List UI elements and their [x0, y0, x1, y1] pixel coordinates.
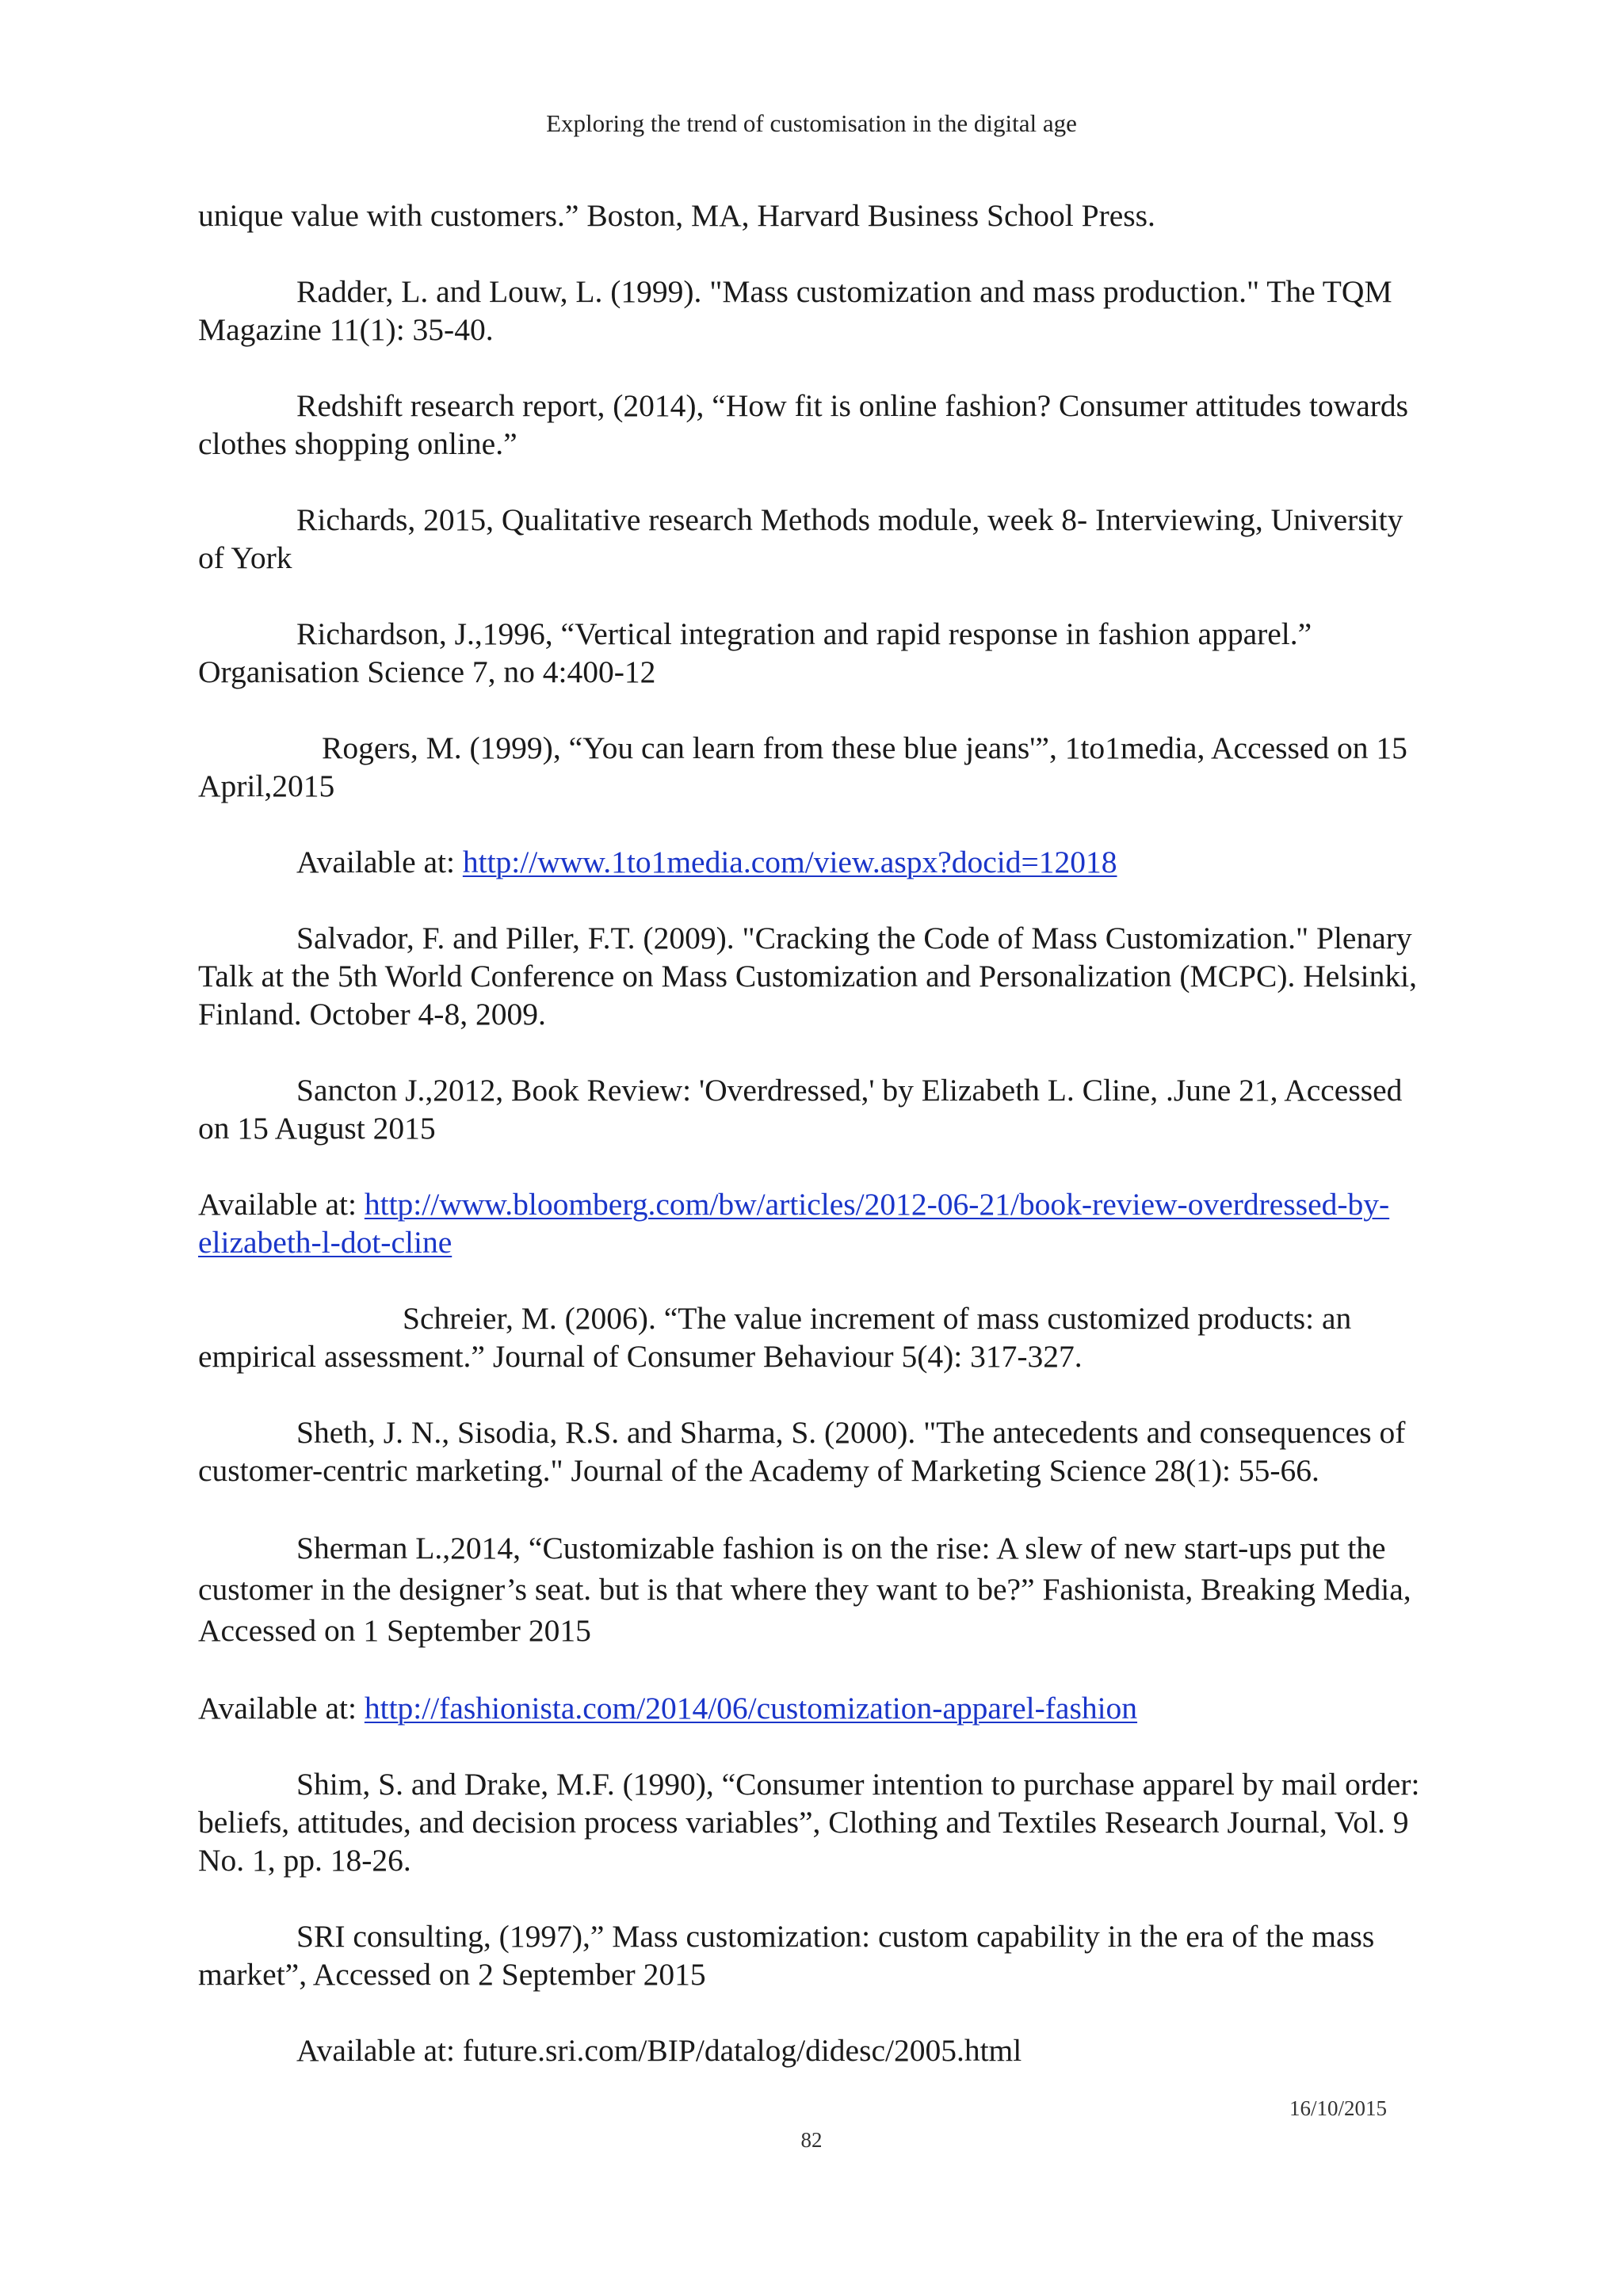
reference-richards: Richards, 2015, Qualitative research Methods module, week 8- Interviewing, University of York — [198, 502, 1403, 575]
reference-radder: Radder, L. and Louw, L. (1999). "Mass customization and mass production." The TQM Magazine 11(1): 35-40. — [198, 274, 1392, 347]
reference-sherman: Sherman L.,2014, “Customizable fashion is on the rise: A slew of new start-ups put the customer in the designer’s seat. but is that where they want to be?” Fashionista, Breaking Media, Accessed on 1 September 2015 — [198, 1531, 1411, 1648]
reference-sancton: Sancton J.,2012, Book Review: 'Overdressed,' by Elizabeth L. Cline, .June 21, Accessed on 15 August 2015 — [198, 1073, 1403, 1146]
running-header: Exploring the trend of customisation in the digital age — [546, 109, 1077, 137]
available-at-rogers — [198, 843, 1434, 881]
reference-rogers: Rogers, M. (1999), “You can learn from these blue jeans'”, 1to1media, Accessed on 15 April,2015 — [198, 730, 1407, 803]
reference-redshift: Redshift research report, (2014), “How fit is online fashion? Consumer attitudes towards clothes shopping online.” — [198, 388, 1409, 461]
available-at-sherman — [198, 1689, 1434, 1727]
reference-continuation: unique value with customers.” Boston, MA, Harvard Business School Press. — [198, 198, 1155, 233]
footer-date: 16/10/2015 — [1289, 2096, 1387, 2120]
reference-sri: SRI consulting, (1997),” Mass customization: custom capability in the era of the mass market”, Accessed on 2 September 2015 — [198, 1919, 1375, 1992]
link-fashionista[interactable]: http://fashionista.com/2014/06/customization-apparel-fashion — [364, 1691, 1138, 1726]
link-bloomberg[interactable]: http://www.bloomberg.com/bw/articles/2012-06-21/book-review-overdressed-by-elizabeth-l-dot-cline — [198, 1187, 1390, 1260]
page-number: 82 — [800, 2128, 823, 2152]
available-at-label: Available at: — [198, 1691, 365, 1726]
available-at-sancton — [198, 1185, 1434, 1261]
available-at-label: Available at: — [198, 1187, 365, 1222]
available-at-label: Available at: — [296, 845, 463, 879]
reference-shim: Shim, S. and Drake, M.F. (1990), “Consumer intention to purchase apparel by mail order: beliefs, attitudes, and decision process variables”, Clothing and Textiles Research Journal, Vol. 9 No. 1, pp. 18-26. — [198, 1767, 1420, 1878]
available-at-sri: Available at: future.sri.com/BIP/datalog/didesc/2005.html — [296, 2033, 1022, 2068]
reference-sheth: Sheth, J. N., Sisodia, R.S. and Sharma, S. (2000). "The antecedents and consequences of customer-centric marketing." Journal of the Academy of Marketing Science 28(1): 55-66. — [198, 1415, 1406, 1488]
reference-list — [198, 196, 1434, 2107]
reference-salvador: Salvador, F. and Piller, F.T. (2009). "Cracking the Code of Mass Customization." Plenary Talk at the 5th World Conference on Mass Customization and Personalization (MCPC). Helsinki, Finland. October 4-8, 2009. — [198, 921, 1417, 1032]
reference-richardson: Richardson, J.,1996, “Vertical integration and rapid response in fashion apparel.” Organisation Science 7, no 4:400-12 — [198, 616, 1312, 689]
reference-schreier: Schreier, M. (2006). “The value increment of mass customized products: an empirical assessment.” Journal of Consumer Behaviour 5(4): 317-327. — [198, 1301, 1352, 1374]
link-1to1media[interactable]: http://www.1to1media.com/view.aspx?docid=12018 — [462, 845, 1117, 879]
